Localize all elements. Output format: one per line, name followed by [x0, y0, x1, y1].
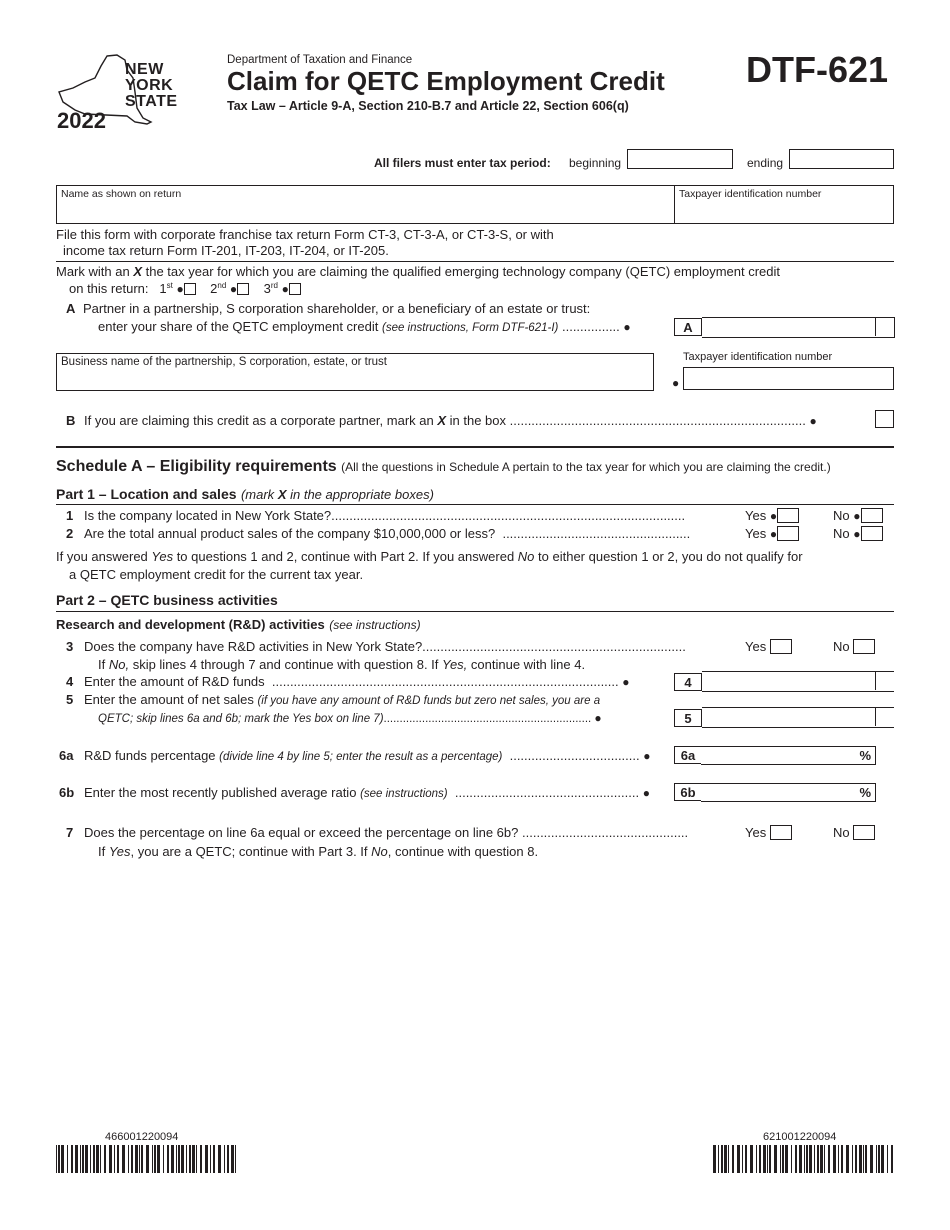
barcode-bar [139, 1145, 140, 1173]
barcode-bar [104, 1145, 106, 1173]
tax-period-ending-input[interactable] [789, 149, 894, 169]
line-a-text1: Partner in a partnership, S corporation shareholder, or a beneficiary of an estate or trust: [83, 301, 591, 316]
barcode-bar [721, 1145, 723, 1173]
c1-no: No [517, 549, 535, 564]
state-line-3: STATE [125, 93, 178, 110]
schedule-a-title-text: Schedule A – Eligibility requirements [56, 458, 337, 475]
continue-instructions-1 [56, 549, 803, 564]
barcode-left [56, 1145, 239, 1173]
l6a-text [84, 748, 651, 763]
year2-sup: nd [217, 281, 227, 290]
l6b-text [84, 785, 650, 800]
barcode-bar [838, 1145, 839, 1173]
divider [56, 504, 894, 505]
q7-text-main: Does the percentage on line 6a equal or exceed the percentage on line 6b? [84, 825, 519, 840]
barcode-bar [782, 1145, 784, 1173]
bullet-icon: ● [594, 711, 602, 725]
year2-label: 2 [210, 281, 218, 296]
barcode-bar [855, 1145, 857, 1173]
barcode-bar [833, 1145, 836, 1173]
business-name-field[interactable] [56, 353, 654, 391]
barcode-bar [763, 1145, 766, 1173]
line-b-text [84, 413, 817, 428]
q2-no-checkbox[interactable] [861, 526, 883, 541]
barcode-bar [171, 1145, 174, 1173]
part1-note [241, 487, 434, 502]
form-year: 2022 [57, 108, 106, 133]
barcode-bar [756, 1145, 757, 1173]
barcode-bar [878, 1145, 880, 1173]
schedule-a-note: (All the questions in Schedule A pertain to the tax year for which you are claiming the credit.) [341, 460, 831, 474]
q3-sub-mid: skip lines 4 through 7 and continue with question 8. If [129, 657, 442, 672]
barcode-bar [718, 1145, 719, 1173]
form-number: DTF-621 [746, 49, 889, 90]
business-tin-bullet: ● [672, 376, 680, 390]
cents-divider [875, 317, 876, 336]
line-b-dots: .................................................................................. [509, 413, 806, 428]
barcode-bar [759, 1145, 761, 1173]
q7-yes-checkbox[interactable] [770, 825, 792, 840]
barcode-bar [814, 1145, 815, 1173]
barcode-bar [846, 1145, 849, 1173]
q3-no [833, 639, 875, 654]
barcode-bar [90, 1145, 91, 1173]
q1-yes [745, 508, 799, 523]
q3-number: 3 [66, 639, 74, 654]
barcode-bar [128, 1145, 129, 1173]
rd-title [56, 616, 421, 634]
taxpayer-tin-label: Taxpayer identification number [679, 188, 822, 200]
l5-text [84, 692, 600, 707]
barcode-bar [117, 1145, 119, 1173]
barcode-bar [804, 1145, 805, 1173]
rd-title-text: Research and development (R&D) activities [56, 617, 325, 632]
year2-checkbox[interactable] [237, 283, 249, 295]
barcode-bar [200, 1145, 202, 1173]
barcode-bar [728, 1145, 729, 1173]
form-title: Claim for QETC Employment Credit [227, 66, 665, 96]
tax-period-ending-label: ending [747, 156, 784, 170]
barcode-bar [82, 1145, 84, 1173]
bullet-icon: ● [769, 527, 778, 541]
year3-sup: rd [270, 281, 278, 290]
barcode-bar [163, 1145, 164, 1173]
l6b-percent-sign: % [859, 785, 871, 800]
mark-pre: Mark with an [56, 264, 134, 279]
barcode-bar [859, 1145, 862, 1173]
barcode-bar [189, 1145, 191, 1173]
barcode-bar [154, 1145, 156, 1173]
mark-x: X [133, 264, 142, 279]
q3-sub-pre: If [98, 657, 109, 672]
barcode-bar [806, 1145, 808, 1173]
q3-yes-checkbox[interactable] [770, 639, 792, 654]
q1-number: 1 [66, 508, 74, 523]
cents-divider [875, 671, 876, 690]
q3-sub-post: continue with line 4. [467, 657, 586, 672]
q3-dots: ......................................................................... [422, 639, 686, 654]
l6a-dots: .................................... [509, 748, 640, 763]
barcode-bar [141, 1145, 143, 1173]
barcode-bar [809, 1145, 812, 1173]
barcode-bar [780, 1145, 781, 1173]
barcode-bar [876, 1145, 877, 1173]
line-a-letter: A [66, 301, 76, 316]
q7-yes-label: Yes [745, 825, 767, 840]
state-line-2: YORK [125, 77, 174, 94]
barcode-bar [887, 1145, 888, 1173]
l5-code: 5 [674, 709, 702, 727]
state-line-1: NEW [125, 61, 164, 78]
barcode-bar [205, 1145, 208, 1173]
q3-text [84, 639, 686, 654]
l4-dots: ................................................................................................ [271, 674, 619, 689]
barcode-bar [61, 1145, 64, 1173]
q7-sub-mid: , you are a QETC; continue with Part 3. If [130, 844, 372, 859]
barcode-bar [224, 1145, 225, 1173]
l6b-code: 6b [674, 783, 702, 801]
barcode-bar [742, 1145, 743, 1173]
line-a-text2-italic: (see instructions, Form DTF-621-I) [381, 322, 559, 334]
taxpayer-tin-field[interactable] [674, 185, 894, 224]
q2-yes [745, 526, 799, 541]
barcode-bar [724, 1145, 727, 1173]
q1-yes-label: Yes [745, 508, 767, 523]
barcode-bar [235, 1145, 236, 1173]
q3-no-checkbox[interactable] [853, 639, 875, 654]
section-divider [56, 446, 894, 448]
l4-number: 4 [66, 674, 74, 689]
nys-logo [55, 52, 185, 134]
q7-sub-pre: If [98, 844, 109, 859]
barcode-bar [774, 1145, 777, 1173]
l6b-number: 6b [59, 785, 75, 800]
barcode-bar [109, 1145, 112, 1173]
barcode-bar [841, 1145, 843, 1173]
line-a-code: A [674, 318, 702, 336]
l5-italic: (if you have any amount of R&D funds but zero net sales, you are a [257, 695, 601, 707]
taxpayer-name-field[interactable] [56, 185, 675, 224]
q1-no [833, 508, 883, 523]
l6b-dots: ................................................... [454, 785, 640, 800]
barcode-bar [71, 1145, 73, 1173]
part1-title [56, 486, 434, 504]
business-name-label: Business name of the partnership, S corporation, estate, or trust [61, 356, 388, 368]
barcode-bar [96, 1145, 99, 1173]
q2-yes-label: Yes [745, 526, 767, 541]
q7-sub-yes: Yes [108, 844, 131, 859]
l6b-percent-input[interactable] [701, 783, 876, 802]
l5-line2-text: QETC; skip lines 6a and 6b; mark the Yes box on line 7) [98, 713, 384, 725]
c1-pre: If you answered [56, 549, 152, 564]
barcode-bar [80, 1145, 81, 1173]
bullet-icon: ● [622, 675, 630, 689]
schedule-a-title [56, 458, 831, 476]
mark-post: the tax year for which you are claiming the qualified emerging technology company (QETC) employment credit [141, 264, 781, 279]
q7-number: 7 [66, 825, 74, 840]
barcode-bar [769, 1145, 771, 1173]
form-subtitle: Tax Law – Article 9-A, Section 210-B.7 and Article 22, Section 606(q) [227, 99, 629, 113]
file-instructions-1: File this form with corporate franchise tax return Form CT-3, CT-3-A, or CT-3-S, or with [56, 227, 554, 242]
department-name: Department of Taxation and Finance [227, 54, 413, 66]
barcode-right-number: 621001220094 [763, 1131, 837, 1143]
q1-no-checkbox[interactable] [861, 508, 883, 523]
part2-title: Part 2 – QETC business activities [56, 592, 278, 608]
q7-no-label: No [833, 825, 850, 840]
barcode-bar [881, 1145, 884, 1173]
q2-no [833, 526, 883, 541]
bullet-icon: ● [769, 509, 778, 523]
mark-year-instructions [56, 264, 780, 279]
divider [56, 261, 894, 262]
l5-dots: ................................................................. [383, 713, 592, 725]
barcode-bar [85, 1145, 88, 1173]
q7-text [84, 825, 688, 840]
barcode-bar [56, 1145, 57, 1173]
line-b-x: X [437, 413, 447, 428]
q3-no-label: No [833, 639, 850, 654]
tax-period-beginning-input[interactable] [627, 149, 733, 169]
barcode-bar [192, 1145, 195, 1173]
line-b-checkbox[interactable] [875, 410, 894, 428]
barcode-bar [745, 1145, 747, 1173]
barcode-right [713, 1145, 896, 1173]
bullet-icon: ● [809, 414, 817, 428]
barcode-bar [870, 1145, 873, 1173]
barcode-bar [181, 1145, 184, 1173]
q3-yes-label: Yes [745, 639, 767, 654]
barcode-bar [863, 1145, 864, 1173]
business-tin-label: Taxpayer identification number [683, 351, 833, 363]
barcode-bar [750, 1145, 753, 1173]
q7-no-checkbox[interactable] [853, 825, 875, 840]
l4-text [84, 674, 630, 689]
q3-sub-yes: Yes, [442, 657, 468, 672]
q1-no-label: No [833, 508, 850, 523]
tax-period-label: All filers must enter tax period: [374, 156, 551, 170]
l5-line2 [98, 711, 602, 725]
q2-text [84, 526, 690, 541]
year3-checkbox[interactable] [289, 283, 301, 295]
barcode-bar [213, 1145, 215, 1173]
l6a-percent-input[interactable] [701, 746, 876, 765]
line-b-pre: If you are claiming this credit as a corporate partner, mark an [84, 413, 438, 428]
l6a-number: 6a [59, 748, 74, 763]
bullet-icon: ● [853, 527, 861, 541]
bullet-icon: ● [643, 749, 651, 763]
q7-no [833, 825, 875, 840]
barcode-bar [828, 1145, 830, 1173]
taxpayer-name-label: Name as shown on return [61, 188, 182, 200]
barcode-bar [737, 1145, 740, 1173]
l5-amount-input[interactable] [702, 707, 894, 728]
bullet-icon: ● [642, 786, 650, 800]
barcode-bar [58, 1145, 60, 1173]
barcode-bar [227, 1145, 229, 1173]
barcode-bar [152, 1145, 153, 1173]
business-tin-input[interactable] [683, 367, 894, 390]
continue-instructions-2: a QETC employment credit for the current tax year. [69, 567, 364, 582]
barcode-bar [75, 1145, 78, 1173]
q3-sub-no: No, [108, 657, 130, 672]
barcode-bar [785, 1145, 788, 1173]
barcode-bar [114, 1145, 115, 1173]
l6a-percent-sign: % [859, 748, 871, 763]
barcode-bar [891, 1145, 893, 1173]
bullet-icon: ● [229, 282, 238, 296]
q2-text-main: Are the total annual product sales of the company $10,000,000 or less? [84, 526, 496, 541]
part1-title-text: Part 1 – Location and sales [56, 486, 237, 502]
q3-yes [745, 639, 792, 654]
year1-sup: st [166, 281, 173, 290]
barcode-bar [186, 1145, 187, 1173]
c1-post: to either question 1 or 2, you do not qualify for [534, 549, 803, 564]
q2-number: 2 [66, 526, 74, 541]
barcode-bar [167, 1145, 169, 1173]
year3-label: 3 [263, 281, 271, 296]
q2-yes-checkbox[interactable] [777, 526, 799, 541]
barcode-bar [795, 1145, 797, 1173]
barcode-bar [131, 1145, 133, 1173]
barcode-bar [799, 1145, 802, 1173]
year1-label: 1 [159, 281, 167, 296]
mark-line2: on this return: [69, 281, 149, 296]
q1-text [84, 508, 685, 523]
bullet-icon: ● [176, 282, 184, 296]
bullet-icon: ● [853, 509, 861, 523]
part1-note-pre: (mark [240, 487, 278, 502]
barcode-bar [135, 1145, 138, 1173]
l5-text-main: Enter the amount of net sales [84, 692, 254, 707]
barcode-left-number: 466001220094 [105, 1131, 179, 1143]
c1-yes: Yes [151, 549, 174, 564]
barcode-bar [713, 1145, 716, 1173]
cents-divider [875, 707, 876, 726]
l5-number: 5 [66, 692, 74, 707]
barcode-bar [824, 1145, 825, 1173]
l6a-code: 6a [674, 746, 702, 764]
part1-note-post: in the appropriate boxes) [286, 487, 434, 502]
file-instructions-2: income tax return Form IT-201, IT-203, IT-204, or IT-205. [63, 243, 389, 258]
l4-amount-input[interactable] [702, 671, 894, 692]
divider [56, 611, 894, 612]
part1-note-x: X [277, 487, 287, 502]
q7-yes [745, 825, 792, 840]
line-a-amount-input[interactable] [702, 317, 895, 338]
q3-text-main: Does the company have R&D activities in New York State? [84, 639, 423, 654]
barcode-bar [231, 1145, 234, 1173]
l6a-italic: (divide line 4 by line 5; enter the result as a percentage) [219, 751, 503, 763]
rd-note: (see instructions) [329, 618, 421, 632]
barcode-bar [865, 1145, 867, 1173]
barcode-bar [732, 1145, 734, 1173]
l4-code: 4 [674, 673, 702, 691]
barcode-bar [67, 1145, 68, 1173]
barcode-bar [176, 1145, 177, 1173]
l4-text-main: Enter the amount of R&D funds [84, 674, 265, 689]
barcode-bar [100, 1145, 101, 1173]
q7-sub-post: , continue with question 8. [387, 844, 539, 859]
tax-period-beginning-label: beginning [569, 156, 622, 170]
barcode-bar [210, 1145, 211, 1173]
l6b-text-main: Enter the most recently published average ratio [84, 785, 357, 800]
barcode-bar [93, 1145, 95, 1173]
bullet-icon: ● [623, 320, 631, 334]
line-a-dots: ................ [561, 319, 620, 334]
q1-dots: .................................................................................................. [331, 508, 686, 523]
q7-dots: .............................................. [522, 825, 689, 840]
q3-sub [98, 657, 585, 672]
barcode-bar [157, 1145, 160, 1173]
line-b-post: in the box [446, 413, 507, 428]
barcode-bar [767, 1145, 768, 1173]
line-a-text2 [98, 319, 631, 334]
l6a-text-main: R&D funds percentage [84, 748, 216, 763]
bullet-icon: ● [281, 282, 289, 296]
barcode-bar [817, 1145, 819, 1173]
q2-dots: .................................................... [502, 526, 691, 541]
year1-checkbox[interactable] [184, 283, 196, 295]
q7-sub-no: No [371, 844, 388, 859]
q1-text-main: Is the company located in New York State? [84, 508, 332, 523]
barcode-bar [820, 1145, 823, 1173]
barcode-bar [178, 1145, 180, 1173]
q2-no-label: No [833, 526, 850, 541]
q7-sub [98, 844, 538, 859]
mark-year-line2 [69, 281, 301, 296]
barcode-bar [122, 1145, 125, 1173]
line-a-text2-main: enter your share of the QETC employment credit [98, 319, 379, 334]
barcode-bar [791, 1145, 792, 1173]
l6b-italic: (see instructions) [360, 788, 448, 800]
barcode-bar [218, 1145, 221, 1173]
barcode-bar [146, 1145, 149, 1173]
barcode-bar [852, 1145, 853, 1173]
line-b-letter: B [66, 413, 76, 428]
barcode-bar [196, 1145, 197, 1173]
c1-mid: to questions 1 and 2, continue with Part 2. If you answered [173, 549, 518, 564]
q1-yes-checkbox[interactable] [777, 508, 799, 523]
